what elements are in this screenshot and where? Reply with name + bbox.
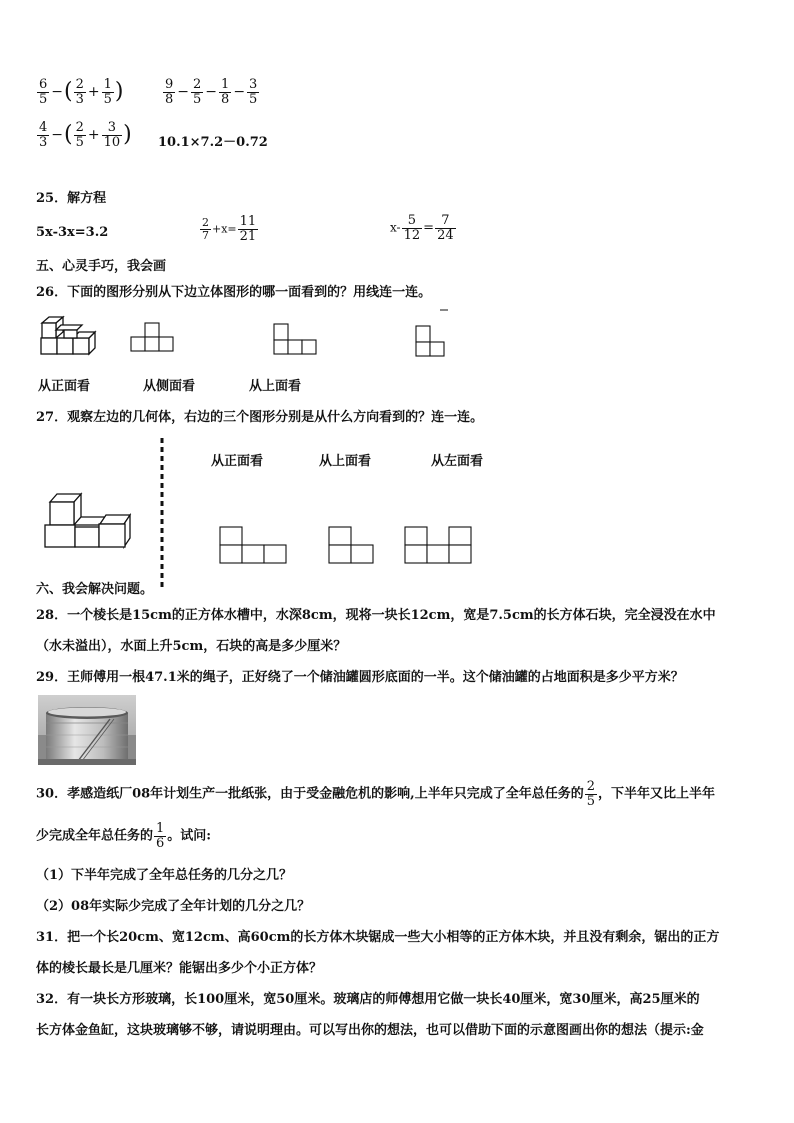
q26-label-front: 从正面看: [38, 379, 91, 394]
q26-label-side: 从侧面看: [143, 379, 196, 394]
fraction: $\frac{1}{6}$: [156, 821, 165, 851]
q29-text: 29．王师傅用一根47.1米的绳子，正好绕了一个储油罐圆形底面的一半。这个储油罐的占地面积是多少平方米？: [36, 670, 684, 685]
q27-view-a: [218, 525, 290, 567]
fraction: $\frac{1}{5}$: [103, 77, 112, 107]
q32-line2: 长方体金鱼缸，这块玻璃够不够，请说明理由。可以写出你的想法，也可以借助下面的示意图画出你的想法（提示:金: [36, 1023, 704, 1038]
fraction: $\frac{9}{8}$: [165, 77, 174, 107]
q26-solid-figure: [38, 315, 98, 357]
q25-title: 25．解方程: [36, 191, 107, 206]
q31-line1: 31．把一个长20cm、宽12cm、高60cm的长方体木块锯成一些大小相等的正方体木块，并且没有剩余，锯出的正方: [36, 930, 720, 945]
calc-expression-4: 10.1×7.2－0.72: [158, 135, 268, 150]
q27-header-top: 从上面看: [319, 454, 372, 469]
q26-text: 26．下面的图形分别从下边立体图形的哪一面看到的？用线连一连。: [36, 285, 432, 300]
q27-header-left: 从左面看: [431, 454, 484, 469]
fraction: $\frac{5}{12}$: [403, 213, 421, 243]
fraction: $\frac{1}{8}$: [221, 77, 230, 107]
q26-label-top: 从上面看: [249, 379, 302, 394]
fraction: $\frac{3}{10}$: [103, 120, 121, 150]
q26-view-c: [412, 308, 452, 358]
q30-line1: 30．孝感造纸厂08年计划生产一批纸张，由于受金融危机的影响,上半年只完成了全年总任务的 $\frac{2}{5}$ ，下半年又比上半年: [36, 779, 716, 809]
q30-line2: 少完成全年总任务的 $\frac{1}{6}$ 。试问:: [36, 821, 212, 851]
fraction: $\frac{11}{21}$: [239, 214, 257, 244]
fraction: $\frac{6}{5}$: [39, 77, 48, 107]
q27-view-c: [403, 525, 475, 567]
q26-view-a: [128, 320, 178, 356]
section-heading-5: 五、心灵手巧，我会画: [36, 259, 167, 274]
q26-view-b: [271, 322, 321, 358]
fraction: $\frac{7}{24}$: [437, 213, 454, 243]
fraction: $\frac{2}{3}$: [75, 77, 84, 107]
q28-line1: 28．一个棱长是15cm的正方体水槽中，水深8cm，现将一块长12cm，宽是7.5cm的长方体石块，完全浸没在水中: [36, 608, 716, 623]
fraction: $\frac{2}{5}$: [193, 77, 202, 107]
fraction: $\frac{4}{3}$: [39, 120, 48, 150]
section-heading-6: 六、我会解决问题。: [36, 582, 154, 597]
q27-text: 27．观察左边的几何体，右边的三个图形分别是从什么方向看到的？连一连。: [36, 410, 484, 425]
calc-expression-3: $\frac{4}{3}$ −( $\frac{2}{5}$ + $\frac{3}{10}$ ): [39, 120, 132, 150]
fraction: $\frac{2}{5}$: [75, 120, 84, 150]
oil-tank-photo: [38, 695, 136, 765]
q27-solid-figure: [40, 490, 140, 550]
equation-1: 5x-3x=3.2: [36, 225, 109, 240]
q30-sub1: （1）下半年完成了全年总任务的几分之几？: [36, 868, 293, 883]
q27-view-b: [327, 525, 379, 567]
fraction: $\frac{2}{5}$: [586, 779, 595, 809]
equation-3: x- $\frac{5}{12}$ = $\frac{7}{24}$: [390, 213, 454, 243]
q30-sub2: （2）08年实际少完成了全年计划的几分之几？: [36, 899, 311, 914]
calc-expression-2: $\frac{9}{8}$ − $\frac{2}{5}$ − $\frac{1}{8}$ − $\frac{3}{5}$: [165, 77, 258, 107]
fraction: $\frac{2}{7}$: [202, 216, 209, 242]
q27-header-front: 从正面看: [211, 454, 264, 469]
q28-line2: （水未溢出），水面上升5cm，石块的高是多少厘米？: [36, 639, 347, 654]
equation-2: $\frac{2}{7}$ +x= $\frac{11}{21}$: [202, 214, 257, 244]
q31-line2: 体的棱长最长是几厘米？能锯出多少个小正方体？: [36, 961, 323, 976]
q32-line1: 32．有一块长方形玻璃，长100厘米，宽50厘米。玻璃店的师傅想用它做一块长40厘米，宽30厘米，高25厘米的: [36, 992, 700, 1007]
dashed-divider: [158, 438, 166, 588]
calc-expression-1: $\frac{6}{5}$ −( $\frac{2}{3}$ + $\frac{1}{5}$ ): [39, 77, 124, 107]
fraction: $\frac{3}{5}$: [249, 77, 258, 107]
